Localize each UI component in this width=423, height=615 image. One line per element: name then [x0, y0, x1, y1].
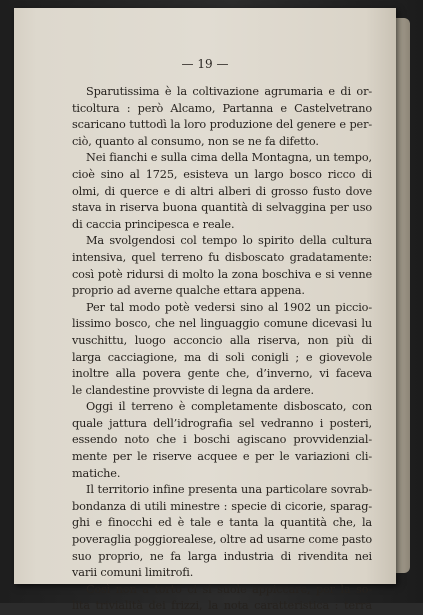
page-number: — 19 —	[181, 57, 229, 71]
text-line: lissimo bosco, che nel linguaggio comune dicevasi lu	[72, 317, 372, 331]
book-page	[14, 8, 396, 613]
text-line: varii comuni limitrofi.	[72, 566, 194, 580]
text-line: cioè sino al 1725, esisteva un largo bosco ricco di	[72, 167, 372, 181]
text-line: poveraglia poggiorealese, oltre ad usarne come pasto	[72, 533, 373, 547]
text-line: Per tal modo potè vedersi sino al 1902 un piccio-	[86, 300, 372, 314]
text-line: così potè ridursi di molto la zona boschiva e si venne	[72, 267, 372, 281]
text-line: di caccia principesca e reale.	[72, 217, 235, 231]
text-line: larga cacciagione, ma di soli conigli ; e giovevole	[72, 350, 372, 364]
text-line: essendo noto che i boschi agiscano provvidenzial-	[72, 433, 372, 447]
text-line: proprio ad averne qualche ettara appena.	[72, 284, 305, 298]
text-line: le clandestine provviste di legna da ardere.	[72, 383, 314, 397]
page-body-text	[72, 84, 372, 615]
text-line: stava in riserva buona quantità di selvaggina per uso	[72, 201, 372, 215]
text-line: Il territorio infine presenta una particolare sovrab-	[86, 483, 372, 497]
text-line: ghi e finocchi ed è tale e tanta la quantità che, la	[72, 516, 372, 530]
text-line: Sparutissima è la coltivazione agrumaria e di or-	[86, 85, 372, 98]
text-line: mente per le riserve acquee e per le variazioni cli-	[72, 450, 372, 464]
text-line: scaricano tuttodì la loro produzione del genere e per-	[72, 118, 372, 132]
text-line: Ma svolgendosi col tempo lo spirito della cultura	[86, 234, 372, 248]
text-line: Oggi il terreno è completamente disboscato, con	[86, 400, 372, 414]
text-line: Nei fianchi e sulla cima della Montagna, un tempo,	[86, 151, 372, 165]
text-line: ciò, quanto al consumo, non se ne fa difetto.	[72, 134, 319, 148]
text-line: suo proprio, ne fa larga industria di rivendita nei	[72, 549, 372, 563]
text-line: quale jattura dell’idrografia sel vedranno i posteri,	[72, 416, 372, 430]
text-line: inoltre alla povera gente che, d’inverno, vi faceva	[72, 367, 372, 381]
text-line: vuschittu, luogo acconcio alla riserva, non più di	[72, 333, 372, 347]
text-line: ticoltura : però Alcamo, Partanna e Castelvetrano	[72, 101, 372, 115]
text-line: Così non a torto ci si suole appiccare, per la so-	[86, 582, 372, 596]
text-line: lita trivialità dei frizzi, la nota caratteristica : terra	[72, 599, 372, 613]
text-line: matiche.	[72, 466, 121, 480]
text-line: bondanza di utili minestre : specie di cicorie, sparag-	[72, 499, 372, 513]
text-line: olmi, di querce e di altri alberi di grosso fusto dove	[72, 184, 372, 198]
text-line: intensiva, quel terreno fu disboscato gradatamente:	[72, 250, 372, 264]
